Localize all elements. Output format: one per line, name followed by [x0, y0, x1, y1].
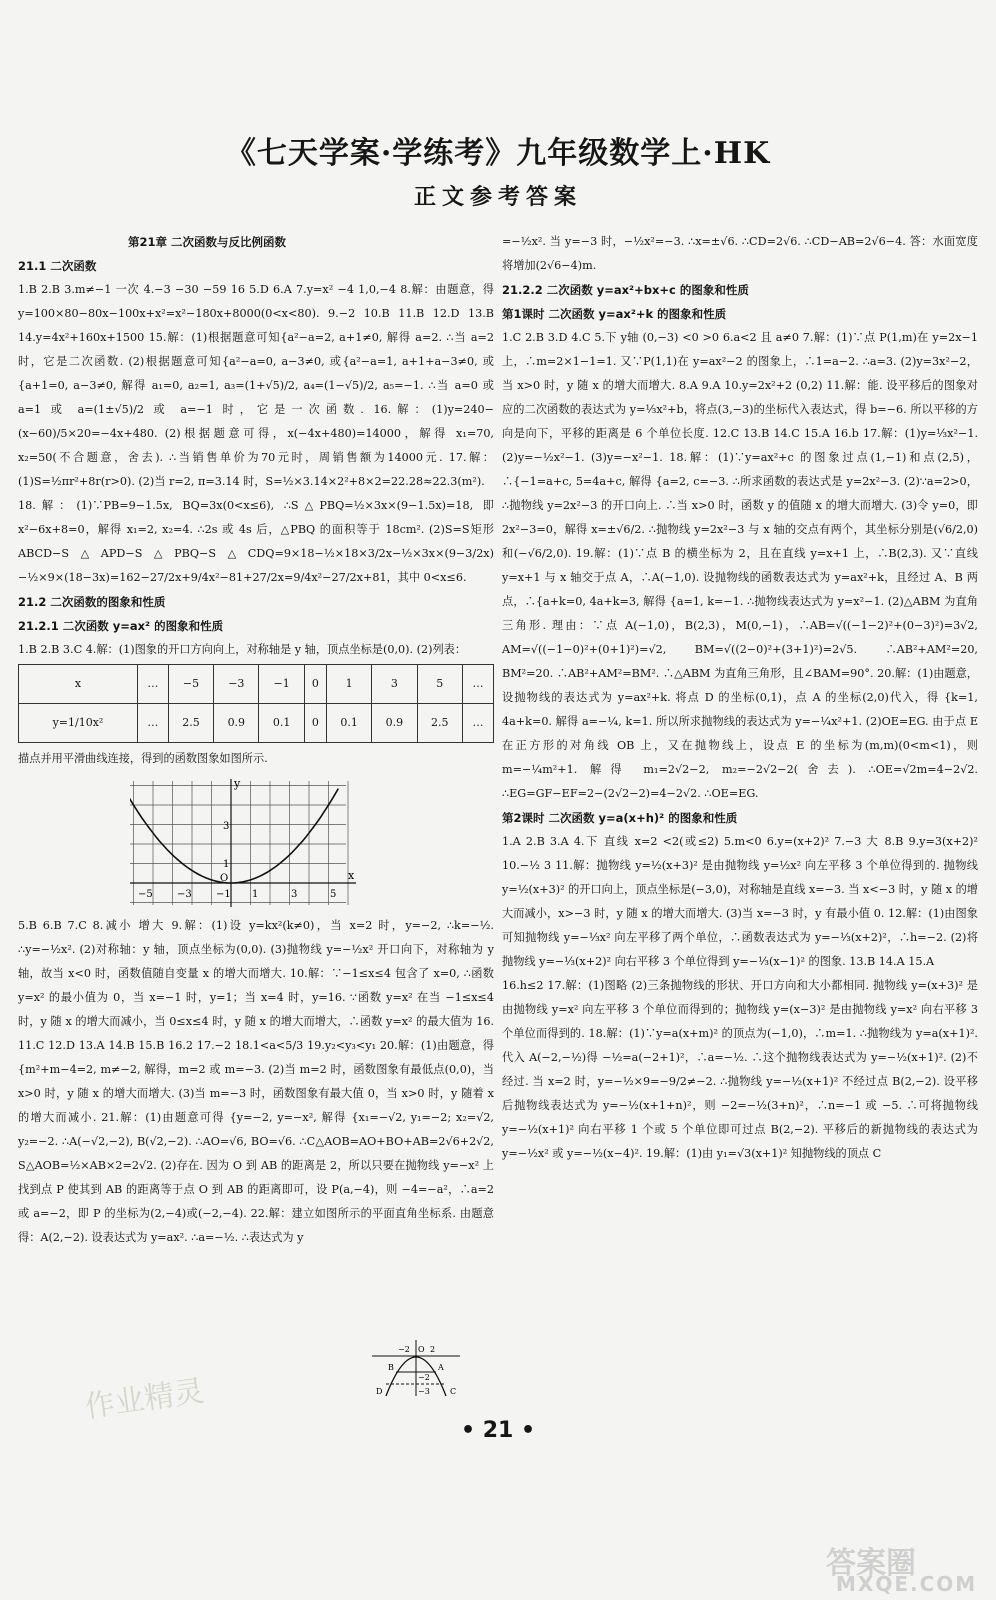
y-axis-label: y: [234, 777, 241, 790]
fig-label: A: [438, 1363, 444, 1372]
table-cell: −3: [214, 665, 259, 704]
answers-lesson-2-part1: 1.A 2.B 3.A 4.下 直线 x=2 <2(或≤2) 5.m<0 6.y=(x+2)² 7.−3 大 8.B 9.y=3(x+2)² 10.−½ 3 11.解：抛物线 y=½(x+3)² 是由抛物线 y=½x² 向左平移 3 个单位得到的. 抛物线 y=½(x+3)² 的开口向上，顶点坐标是(−3,0)，对称轴是直线 x=−3. 当 x<−3 时，y 随 x 的增大而减小，x>−3 时，y 随 x 的增大而增大. (3)当 x=−3 时，y 有最小值 0. 12.解：(1)由图象可知抛物线 y=−⅓x² 向左平移了两个单位，∴函数表达式为 y=−⅓(x+2)²，∴h=−2. (2)将抛物线 y=−⅓(x+2)² 向右平移 3 个单位得到 y=−⅓(x−1)² 的图象. 13.B 14.A 15.A: [502, 835, 978, 968]
table-cell: 2.5: [417, 704, 462, 743]
table-cell: 0: [304, 665, 326, 704]
table-cell: −1: [259, 665, 304, 704]
x-axis-label: x: [348, 869, 355, 882]
tick-label: 3: [223, 821, 230, 832]
left-column: [18, 230, 494, 1250]
section-heading-21-1: 21.1 二次函数: [18, 259, 97, 273]
table-cell: 3: [372, 665, 417, 704]
table-row: [19, 704, 494, 743]
table-cell: −5: [168, 665, 213, 704]
tick-label: 5: [330, 889, 337, 900]
fig-label: B: [388, 1363, 394, 1372]
fig-label: D: [376, 1387, 383, 1396]
answers-21-1-part1: 1.B 2.B 3.m≠−1 一次 4.−3 −30 −59 16 5.D 6.A 7.y=x² −4 1,0,−4 8.解：由题意，得 y=100×80−80x−100x+x²=x²−180x+8000(0<x<80). 9.−2 10.B 11.B 12.D 13.B 14.y=4x²+160x+1500 15.解：(1)根据题意可知{a²−a=2, a+1≠0, 解得 a=2. ∴当 a=2 时，它是二次函数. (2)根据题意可知{a²−a=0, a−3≠0, 或{a²−a=1, a+1+a−3≠0, 或{a+1=0, a−3≠0, 解得 a₁=0, a₂=1, a₃=(1+√5)/2, a₄=(1−√5)/2, a₅=−1. ∴当 a=0 或 a=1 或 a=(1±√5)/2 或 a=−1 时，它是一次函数. 16.解：(1)y=240−(x−60)/5×20=−4x+480. (2)根据题意可得，x(−4x+480)=14000，解得 x₁=70, x₂=50(不合题意，舍去). ∴当销售单价为70元时，周销售额为14000元. 17.解：(1)S=½πr²+8r(r>0). (2)当 r=2, π=3.14 时，S=½×3.14×2²+8×2=22.28≈22.3(m²).: [18, 283, 494, 488]
answers-21-1-part2: 18.解：(1)∵PB=9−1.5x, BQ=3x(0<x≤6), ∴S△PBQ=½×3x×(9−1.5x)=18, 即 x²−6x+8=0，解得 x₁=2, x₂=4. ∴2s 或 4s 后，△PBQ 的面积等于 18cm². (2)S=S矩形ABCD−S△APD−S△PBQ−S△CDQ=9×18−½×18×3/2x−½×3x×(9−3/2x)−½×9×(18−3x)=162−27/2x+9/4x²−81+27/2x=9/4x²−27/2x+81，其中 0<x≤6.: [18, 499, 494, 584]
table-row: [19, 665, 494, 704]
table-cell: …: [137, 665, 168, 704]
parabola-graph: [18, 775, 494, 910]
graph-caption: 描点并用平滑曲线连接，得到的函数图象如图所示.: [18, 752, 268, 765]
table-cell: …: [462, 665, 493, 704]
table-cell: …: [462, 704, 493, 743]
table-cell: 2.5: [168, 704, 213, 743]
tick-label: 1: [223, 859, 230, 870]
table-cell: 0.9: [214, 704, 259, 743]
tick-label: −3: [177, 889, 192, 900]
bridge-parabola-figure: [372, 1338, 462, 1398]
fig-label: −3: [418, 1387, 430, 1396]
parabola-graph-svg: [130, 775, 360, 910]
answers-21-2-1-part2: 5.B 6.B 7.C 8.减小 增大 9.解：(1)设 y=kx²(k≠0)，当 x=2 时，y=−2, ∴k=−½. ∴y=−½x². (2)对称轴：y 轴，顶点坐标为(0,0). (3)抛物线 y=−½x² 开口向下，对称轴为 y 轴，故当 x<0 时，函数值随自变量 x 的增大而增大. 10.解：∵−1≤x≤4 包含了 x=0, ∴函数 y=x² 的最小值为 0，当 x=−1 时，y=1；当 x=4 时，y=16. ∵函数 y=x² 在当 −1≤x≤4 时，y 随 x 的增大而减小，当 0≤x≤4 时，y 随 x 的增大而增大，∴函数 y=x² 的最大值为 16. 11.C 12.D 13.A 14.B 15.B 16.2 17.−2 18.1<a<5/3 19.y₂<y₃<y₁ 20.解：(1)由题意，得 {m²+m−4=2, m≠−2, 解得，m=2 或 m=−3. (2)当 m=2 时，函数图象有最低点(0,0)，当 x>0 时，y 随 x 的增大而增大. (3)当 m=−3 时，函数图象有最大值 0，当 x>0 时，y 随着 x 的增大而减小. 21.解：(1)由题意可得 {y=−2, y=−x², 解得 {x₁=−√2, y₁=−2; x₂=√2, y₂=−2. ∴A(−√2,−2), B(√2,−2). ∴AO=√6, BO=√6. ∴C△AOB=AO+BO+AB=2√6+2√2, S△AOB=½×AB×2=2√2. (2)存在. 因为 O 到 AB 的距离是 2，所以只要在抛物线 y=−x² 上找到点 P 使其到 AB 的距离等于点 O 到 AB 的距离即可，设 P(a,−4)，则 −4=−a²，∴a=2 或 a=−2，即 P 的坐标为(2,−4)或(−2,−4). 22.解：建立如图所示的平面直角坐标系. 由题意得：A(2,−2). 设表达式为 y=ax². ∴a=−½. ∴表达式为 y: [18, 919, 494, 1244]
lesson-1-heading: 第1课时 二次函数 y=ax²+k 的图象和性质: [502, 307, 727, 321]
table-cell: …: [137, 704, 168, 743]
value-table: [18, 664, 494, 743]
answers-lesson-1: 1.C 2.B 3.D 4.C 5.下 y轴 (0,−3) <0 >0 6.a<2 且 a≠0 7.解：(1)∵点 P(1,m)在 y=2x−1 上，∴m=2×1−1=1. 又∵P(1,1)在 y=ax²−2 的图象上，∴1=a−2. ∴a=3. (2)y=3x²−2，当 x>0 时，y 随 x 的增大而增大. 8.A 9.A 10.y=2x²+2 (0,2) 11.解：能. 设平移后的图象对应的二次函数的表达式为 y=⅓x²+b，将点(3,−3)的坐标代入表达式，得 b=−6. 所以平移的方向是向下，平移的距离是 6 个单位长度. 12.C 13.B 14.C 15.A 16.b 17.解：(1)y=⅓x²−1. (2)y=−½x²−1. (3)y=−x²−1. 18.解：(1)∵y=ax²+c 的图象过点(1,−1)和点(2,5)，∴{−1=a+c, 5=4a+c, 解得 {a=2, c=−3. ∴所求函数的表达式是 y=2x²−3. (2)∵a=2>0，∴抛物线 y=2x²−3 的开口向上. ∴当 x>0 时，函数 y 的值随 x 的增大而增大. (3)令 y=0，即 2x²−3=0，解得 x=±√6/2. ∴抛物线 y=2x²−3 与 x 轴的交点有两个，其坐标分别是(√6/2,0)和(−√6/2,0). 19.解：(1)∵点 B 的横坐标为 2，且在直线 y=x+1 上，∴B(2,3). 又∵直线 y=x+1 与 x 轴交于点 A，∴A(−1,0). 设抛物线的函数表达式为 y=ax²+k，且经过 A、B 两点，∴{a+k=0, 4a+k=3, 解得 {a=1, k=−1. ∴抛物线表达式为 y=x²−1. (2)△ABM 为直角三角形. 理由：∵点 A(−1,0)，B(2,3)，M(0,−1)，∴AB=√((−1−2)²+(0−3)²)=3√2, AM=√((−1−0)²+(0+1)²)=√2, BM=√((2−0)²+(3+1)²)=2√5. ∴AB²+AM²=20, BM²=20. ∴AB²+AM²=BM². ∴△ABM 为直角三角形，且∠BAM=90°. 20.解：(1)由题意，设抛物线的表达式为 y=ax²+k. 将点 D 的坐标(0,1)，点 A 的坐标(2,0)代入，得 {k=1, 4a+k=0. 解得 a=−¼, k=1. 所以所求抛物线的表达式为 y=−¼x²+1. (2)OE=EG. 由于点 E 在正方形的对角线 OB 上，又在抛物线上，设点 E 的坐标为(m,m)(0<m<1)，则 m=−¼m²+1. 解得 m₁=2√2−2, m₂=−2√2−2(舍去). ∴OE=√2m=4−2√2. ∴EG=GF−EF=2−(2√2−2)=4−2√2. ∴OE=EG.: [502, 331, 978, 800]
chapter-heading: 第21章 二次函数与反比例函数: [128, 235, 287, 249]
tick-label: 3: [291, 889, 298, 900]
table-cell: 0.9: [372, 704, 417, 743]
fig-label: C: [450, 1387, 457, 1396]
origin-label: O: [220, 873, 229, 884]
table-cell: 5: [417, 665, 462, 704]
watermark-right-url: MXQE.COM: [836, 1572, 978, 1596]
section-heading-21-2-1: 21.2.1 二次函数 y=ax² 的图象和性质: [18, 619, 224, 633]
tick-label: 1: [252, 889, 259, 900]
table-header-cell: y=1/10x²: [19, 704, 138, 743]
fig-label: O: [418, 1345, 425, 1354]
answers-21-2-1-part1: 1.B 2.B 3.C 4.解：(1)图象的开口方向向上，对称轴是 y 轴，顶点坐标是(0,0). (2)列表：: [18, 643, 467, 656]
table-cell: 0: [304, 704, 326, 743]
document-title: 《七天学案·学练考》九年级数学上·HK: [225, 136, 771, 171]
fig-label: 2: [430, 1345, 436, 1354]
section-heading-21-2: 21.2 二次函数的图象和性质: [18, 595, 166, 609]
answers-continued: =−½x². 当 y=−3 时，−½x²=−3. ∴x=±√6. ∴CD=2√6. ∴CD−AB=2√6−4. 答：水面宽度将增加(2√6−4)m.: [502, 235, 978, 272]
table-header-cell: x: [19, 665, 138, 704]
answers-lesson-2-part2: 16.h≤2 17.解：(1)图略 (2)三条抛物线的形状、开口方向和大小都相同. 抛物线 y=(x+3)² 是由抛物线 y=x² 向左平移 3 个单位而得到的；抛物线 y=(x−3)² 是由抛物线 y=x² 向右平移 3 个单位而得到的. 18.解：(1)∵y=a(x+m)² 的顶点为(−1,0)，∴m=1. ∴抛物线为 y=a(x+1)². 代入 A(−2,−½)得 −½=a(−2+1)²，∴a=−½. ∴这个抛物线表达式为 y=−½(x+1)². (2)不经过. 当 x=2 时，y=−½×9=−9/2≠−2. ∴抛物线 y=−½(x+1)² 不经过点 B(2,−2). 设平移后抛物线表达式为 y=−½(x+1+n)²，则 −2=−½(3+n)²，∴n=−1 或 −5. ∴可将抛物线 y=−½(x+1)² 向右平移 1 个或 5 个单位即可过点 B(2,−2). 平移后的新抛物线的表达式为 y=−½x² 或 y=−½(x−4)². 19.解：(1)由 y₁=√3(x+1)² 知抛物线的顶点 C: [502, 979, 978, 1160]
table-cell: 0.1: [259, 704, 304, 743]
document-subtitle: 正文参考答案: [413, 184, 582, 210]
watermark-right-logo: 答案圈: [826, 1546, 916, 1581]
tick-label: −5: [138, 889, 153, 900]
parabola-curve: [130, 789, 338, 883]
watermark-left: 作业精灵: [82, 1373, 207, 1426]
table-cell: 0.1: [326, 704, 371, 743]
lesson-2-heading: 第2课时 二次函数 y=a(x+h)² 的图象和性质: [502, 811, 738, 825]
fig-label: −2: [398, 1345, 410, 1354]
tick-label: −1: [216, 889, 231, 900]
page-number: • 21 •: [460, 1418, 536, 1443]
fig-label: −2: [418, 1373, 430, 1382]
right-column: [502, 230, 978, 1166]
table-cell: 1: [326, 665, 371, 704]
section-heading-21-2-2: 21.2.2 二次函数 y=ax²+bx+c 的图象和性质: [502, 283, 749, 297]
graph-grid: [130, 781, 348, 905]
